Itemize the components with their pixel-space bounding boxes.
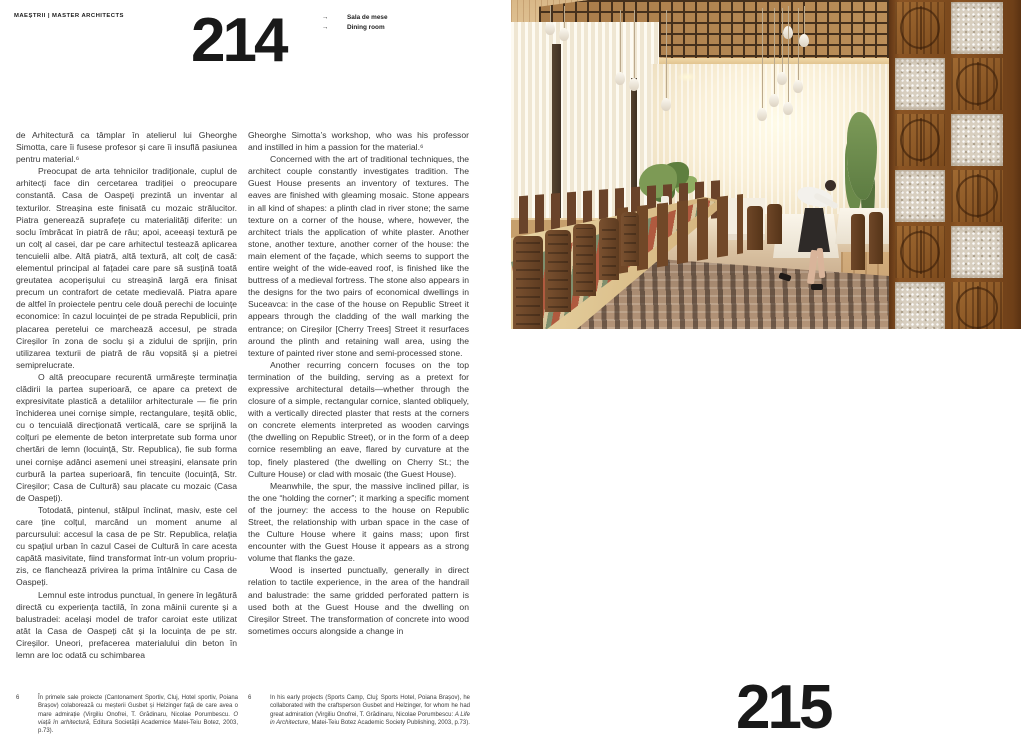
paragraph: O altă preocupare recurentă urmărește terminația clădirii la partea superioară, ce apare ca pretext de expresivitate plastică a detaliilor arhitecturale — fie prin închiderea unei cornișe simple, rectangulare, teșită oblic, cu o tencuială direcționată verticală, care se sprijină la colțuri pe elemente de beton interpretate sub forma unor chertări de lemn (locuință, Str. Republica), fie sub forma unei cornișe adânci asemeni unei streașini, elansate prin curbură la partea superioară, fin tencuite (locuință, Str. Cireșilor; Casa de Cultură) sau placate cu mozaic (Casa de Oaspeți). bbox=[16, 371, 237, 503]
carved-panel bbox=[895, 2, 945, 54]
pendant-lamp bbox=[799, 34, 809, 47]
glass-panel bbox=[951, 226, 1003, 278]
text-column-english bbox=[248, 129, 469, 637]
carved-panel bbox=[951, 282, 1003, 329]
glass-panel bbox=[951, 2, 1003, 54]
pendant-lamp bbox=[783, 102, 793, 115]
glass-panel bbox=[951, 114, 1003, 166]
person-shoe bbox=[811, 284, 823, 290]
series-title: MAEȘTRII | MASTER ARCHITECTS bbox=[14, 13, 124, 19]
paragraph: Preocupat de arta tehnicilor tradiționale, cuplul de arhitecți face din cercetarea tradiției o preocupare constantă. Casa de Oaspeți prezintă un inventar al texturilor. Streașina este finisată cu mozaic strălucitor. Piatra generează suprafețe cu materialități diferite: un soclu îmbrăcat în piatră de râu; apoi, aceeași textură pe un colț al casei, dar pe care arhitectul testează aplicarea tencuielii albe. Altă piatră, altă textură, alt colț de casă: elementul principal al fațadei care pare să susțină toată greutatea acoperișului cu streașină largă era finisat precum un contrafort de cetate medievală. Piatra apare de altfel în proiectele pentru cele două perechi de locuințe economice: în cazul locuinței de pe strada Republicii, prin placarea peretelui ce marchează accesul, pe strada Cireșilor în zona de soclu și a zidului de sprijin, prin utilizarea texturii de piatră de râu vopsită și a pietrei semiprelucrate. bbox=[16, 166, 237, 370]
arrow-right-icon: → bbox=[322, 14, 329, 21]
paragraph: Gheorghe Simotta’s workshop, who was his professor and instilled in him a passion for the material.⁶ bbox=[248, 130, 469, 153]
page-number-214: 214 bbox=[191, 6, 286, 75]
dining-chair bbox=[851, 214, 865, 270]
footnote-marker: 6 bbox=[16, 695, 20, 701]
footnote-marker: 6 bbox=[248, 695, 252, 701]
ceiling-light bbox=[677, 72, 697, 82]
dining-room-photo bbox=[511, 0, 1021, 329]
footnote-romanian bbox=[16, 694, 238, 735]
pendant-lamp bbox=[559, 28, 569, 41]
pendant-lamp bbox=[777, 72, 787, 85]
pendant-lamp bbox=[661, 98, 671, 111]
carved-panel bbox=[895, 114, 945, 166]
text-column-romanian bbox=[16, 129, 237, 661]
dining-chair bbox=[599, 218, 619, 280]
paragraph: Meanwhile, the spur, the massive inclined pillar, is the one “holding the corner”; it marking a specific moment of the journey: the access to the house on Republic Street, the relationship with urban space in the case of the Culture House where it gains mass; upon first encounter with the Guest House it appears as a strong volume that flanks the gaze. bbox=[248, 480, 469, 564]
photo-caption bbox=[322, 13, 388, 32]
page-number-215: 215 bbox=[736, 673, 831, 742]
carved-panel bbox=[951, 58, 1003, 110]
paragraph: Wood is inserted punctually, generally in direct relation to tactile experience, in the area of the handrail and balustrade: the same gridded perforated pattern is used both at the Guest House and the dwelling on Cireșilor Street. The transformation of concrete into wood sometimes occurs alongside a change in bbox=[248, 565, 469, 636]
dining-chair bbox=[545, 230, 571, 312]
glass-panel bbox=[895, 58, 945, 110]
pendant-lamp bbox=[793, 80, 803, 93]
caption-row-ro bbox=[322, 13, 388, 23]
paragraph: Totodată, pintenul, stâlpul înclinat, masiv, este cel care ține colțul, marcând un moment anume al parcursului: accesul la casa de pe Str. Republica, relația cu spațiul urban în cazul Casei de Cultură în care acesta capătă masivitate, fiind transformat într-un volum propriu-zis, ce flanchează privirea la prima întâlnire cu Casa de Oaspeți. bbox=[16, 504, 237, 588]
footnote-text: În primele sale proiecte (Cantonament Sportiv, Cluj, Hotel sportiv, Poiana Brașov) colaborează cu meșterii Gusbet și Helzinger față de care avea o mare admirație (Virgiliu Onofrei, T. Grădinaru, Nicolae Porumbescu. O viață în arhitectură, Editura Societății Academice Matei-Teiu Botez, 2003, p.73). bbox=[38, 695, 238, 735]
dining-chair bbox=[573, 224, 596, 296]
pendant-lamp bbox=[757, 108, 767, 121]
arrow-right-icon: → bbox=[322, 23, 329, 31]
pendant-lamp bbox=[769, 94, 779, 107]
paragraph: Lemnul este introdus punctual, în genere în legătură directă cu experiența tactilă, în zona mâinii curente și a balustradei: același model de trafor caroiat este utilizat atât la Casa de Oaspeți cât și la locuința de pe str. Cireșilor. Uneori, prefacerea materialului din beton în lemn are loc odată cu schimbarea bbox=[16, 589, 237, 661]
pendant-lamp bbox=[545, 22, 555, 35]
glass-panel bbox=[895, 170, 945, 222]
person-head bbox=[825, 180, 836, 191]
dining-chair bbox=[621, 212, 639, 266]
dining-chair bbox=[747, 206, 763, 250]
pendant-lamp bbox=[629, 78, 639, 91]
carved-panel bbox=[951, 170, 1003, 222]
pendant-lamp bbox=[615, 72, 625, 85]
dining-chair bbox=[767, 204, 782, 244]
carved-panel bbox=[895, 226, 945, 278]
paragraph: de Arhitectură ca tâmplar în atelierul lui Gheorghe Simotta, care îi fusese profesor și care îi insuflă pasiunea pentru material.⁶ bbox=[16, 130, 237, 165]
glass-panel bbox=[895, 282, 945, 329]
caption-label-en: Dining room bbox=[347, 23, 385, 31]
dining-chair bbox=[869, 212, 883, 264]
footnote-text: In his early projects (Sports Camp, Cluj; Sports Hotel, Poiana Brașov), he collaborated with the craftsperson Gusbet and Helzinger, for whom he had great admiration (Virgiliu Onofrei, T. Grădinaru, Nicolae Porumbescu: A Life in Architecture, Matei-Teiu Botez Academic Society Publishing, 2003, p.73). bbox=[270, 695, 471, 726]
caption-label-ro: Sala de mese bbox=[347, 14, 388, 21]
paragraph: Another recurring concern focuses on the top termination of the building, serving as a pretext for expressive architectural details—whether through the closure of a simple, rectangular cornice, slanted obliquely, with a vertically directed plaster that rests at the corners on concrete elements interpreted as wooden carvings (the dwelling on Republic Street), or in the form of a deep cornice resembling an eave, flared by curvature at the top, finely plastered (the dwelling on Cherry St.; the Culture House) or clad with mosaic (the Guest House). bbox=[248, 359, 469, 479]
dining-chair bbox=[513, 236, 543, 329]
paragraph: Concerned with the art of traditional techniques, the architect couple constantly investigates tradition. The Guest House presents an inventory of textures. The eaves are finished with gleaming mosaic. Stone appears in all kind of shapes: a plinth clad in river stone; the same texture on a corner of the house, where, however, the architect trials the application of white plaster. Another stone, another texture, another corner of the house: the main element of the façade, which seems to support the entire weight of the wide-eaved roof, is finished like the buttress of a medieval fortress. The stone also appears in the designs for the two pairs of economical dwellings in Suceavca: in the case of the house on Republic Street it appears through the cladding of the wall marking the entrance; on Cireșilor [Cherry Trees] Street it resurfaces around the plinth and retaining wall area, using the texture of painted river stone and semi-processed stone. bbox=[248, 154, 469, 358]
caption-row-en bbox=[322, 23, 388, 33]
carved-wood-partition bbox=[889, 0, 1021, 329]
footnote-english bbox=[248, 694, 470, 727]
